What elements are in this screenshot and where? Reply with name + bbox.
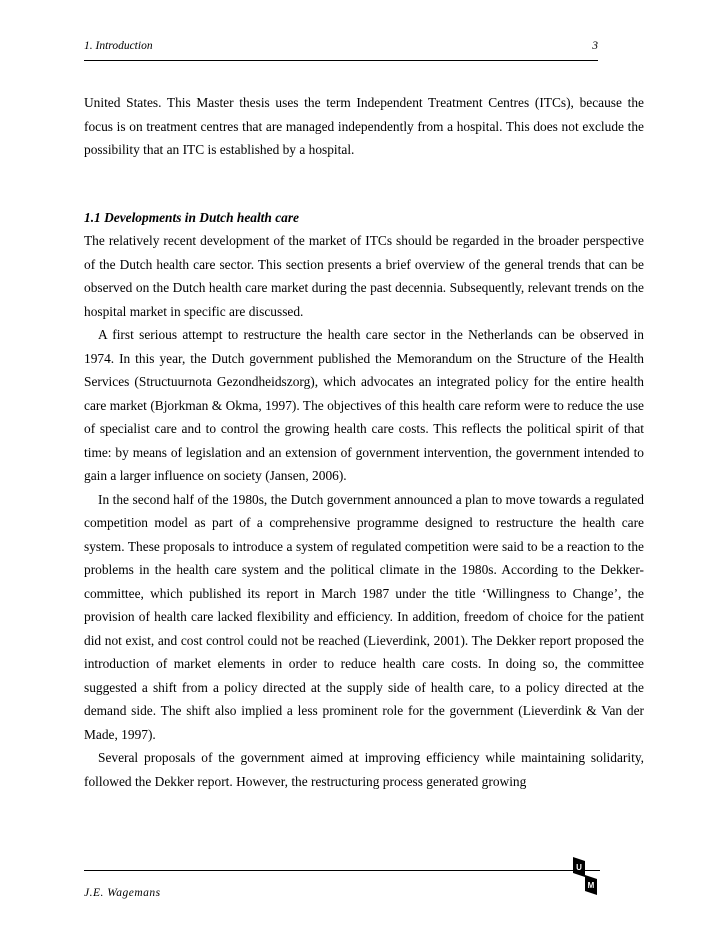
logo-letter-u: U	[576, 863, 582, 872]
section-heading: 1.1 Developments in Dutch health care	[84, 210, 299, 225]
section-block	[84, 206, 644, 793]
section-paragraph-1: The relatively recent development of the market of ITCs should be regarded in the broader perspective of the Dutch health care sector. This section presents a brief overview of the general trends that can be observed on the Dutch health care market during the past decennia. Subsequently, relevant trends on the hospital market in specific are discussed.	[84, 233, 644, 319]
university-logo-icon	[570, 855, 600, 897]
intro-paragraph: United States. This Master thesis uses the term Independent Treatment Centres (ITCs), because the focus is on treatment centres that are managed independently from a hospital. This does not exclude the possibility that an ITC is established by a hospital.	[84, 95, 644, 157]
intro-text-block	[84, 91, 644, 162]
section-paragraph-2: A first serious attempt to restructure the health care sector in the Netherlands can be observed in 1974. In this year, the Dutch government published the Memorandum on the Structure of the Health Services (Structuurnota Gezondheidszorg), which advocates an integrated policy for the entire health care market (Bjorkman & Okma, 1997). The objectives of this health care reform were to reduce the use of specialist care and to control the growing health care costs. This reflects the political spirit of that time: by means of legislation and an extension of government intervention, the government intended to gain a larger influence on society (Jansen, 2006).	[84, 327, 644, 483]
author-name: J.E. Wagemans	[84, 887, 161, 899]
section-paragraph-3: In the second half of the 1980s, the Dutch government announced a plan to move towards a regulated competition model as part of a comprehensive programme designed to restructure the health care system. These proposals to introduce a system of regulated competition were said to be a reaction to the problems in the health care system and the political climate in the 1980s. According to the Dekker-committee, which published its report in March 1987 under the title ‘Willingness to Change’, the provision of health care lacked flexibility and efficiency. In addition, freedom of choice for the patient did not exist, and cost control could not be reached (Lieverdink, 2001). The Dekker report proposed the introduction of market elements in order to reduce health care costs. In doing so, the committee suggested a shift from a policy directed at the supply side of health care, to a policy directed at the demand side. The shift also implied a less prominent role for the government (Lieverdink & Van der Made, 1997).	[84, 491, 644, 742]
page-header	[84, 38, 598, 61]
chapter-title: 1. Introduction	[84, 40, 153, 52]
logo-letter-m: M	[587, 881, 595, 890]
section-paragraph-4: Several proposals of the government aimed at improving efficiency while maintaining solidarity, followed the Dekker report. However, the restructuring process generated growing	[84, 750, 644, 789]
page-number: 3	[592, 40, 598, 52]
page-footer	[84, 863, 600, 911]
